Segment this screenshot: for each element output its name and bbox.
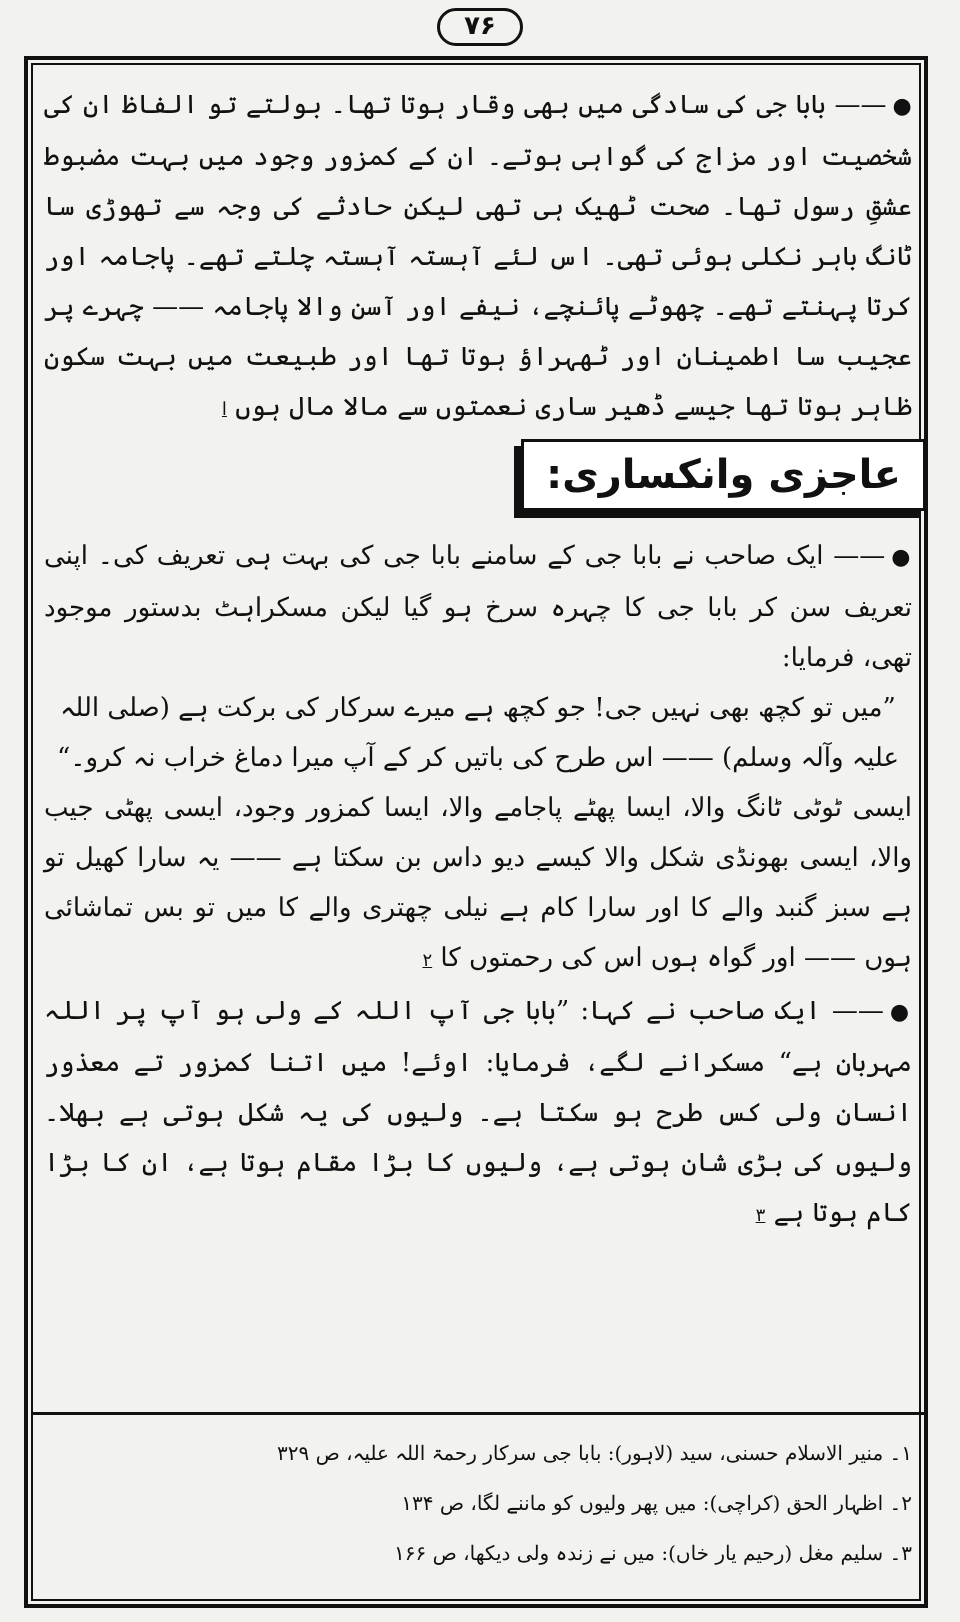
footnote-ref-3: ۳	[755, 1205, 766, 1226]
footnote-2: ۲۔ اظہار الحق (کراچی): میں پھر ولیوں کو ماننے لگا، ص ۱۳۴	[401, 1491, 912, 1515]
paragraph-3-text: ایسی ٹوٹی ٹانگ والا، ایسا پھٹے پاجامے والا، ایسا کمزور وجود، ایسی پھٹی جیب والا، ایسی بھونڈی شکل والا کیسے دیو داس بن سکتا ہے —— یہ سارا کھیل تو ہے سبز گنبد والے کا اور سارا کام ہے نیلی چھتری والے کا میں تو بس تماشائی ہوں —— اور گواہ ہوں اس کی رحمتوں کا	[44, 793, 912, 973]
bullet-icon: ●	[892, 94, 912, 119]
paragraph-tamashai	[44, 783, 912, 986]
footnotes	[44, 1428, 912, 1578]
section-heading-row	[44, 439, 912, 521]
page-number: ۷۶	[437, 8, 523, 46]
page-number-area	[0, 6, 960, 48]
paragraph-simplicity	[44, 80, 912, 435]
paragraph-2-text: ایک صاحب نے بابا جی کے سامنے بابا جی کی بہت ہی تعریف کی۔ اپنی تعریف سن کر بابا جی کا چہرہ سرخ ہو گیا لیکن مسکراہٹ بدستور موجود تھی، فرمایا:	[44, 541, 912, 673]
footnote-ref-2: ۲	[422, 950, 433, 971]
footnote-divider	[32, 1412, 928, 1415]
footnote-ref-1: ا	[221, 399, 227, 420]
paragraph-wali	[44, 986, 912, 1241]
main-text	[44, 80, 912, 1241]
paragraph-1-text: بابا جی کی سادگی میں بھی وقار ہوتا تھا۔ بولتے تو الفاظ ان کی شخصیت اور مزاج کی گواہی ہوتے۔ ان کے کمزور وجود میں بہت مضبوط عشقِ رسول تھا۔ صحت ٹھیک ہی تھی لیکن حادثے کی وجہ سے تھوڑی سا ٹانگ باہر نکلی ہوئی تھی۔ اس لئے آہستہ آہستہ چلتے تھے۔ پاجامہ اور کرتا پہنتے تھے۔ چھوٹے پائنچے، نیفے اور آسن والا پاجامہ —— چہرے پر عجیب سا اطمینان اور ٹھہراؤ ہوتا تھا اور طبیعت میں بہت سکون ظاہر ہوتا تھا جیسے ڈھیر ساری نعمتوں سے مالا مال ہوں	[44, 90, 912, 422]
dash: ——	[831, 996, 884, 1026]
section-heading	[521, 439, 926, 511]
footnote-1: ۱۔ منیر الاسلام حسنی، سید (لاہور): بابا جی سرکار رحمۃ اللہ علیہ، ص ۳۲۹	[277, 1441, 912, 1465]
dash: ——	[833, 541, 886, 571]
bullet-icon: ●	[889, 1000, 912, 1025]
paragraph-praise	[44, 531, 912, 683]
bullet-icon: ●	[891, 545, 912, 570]
dash: ——	[834, 90, 887, 120]
section-heading-colon: :	[546, 452, 563, 498]
paragraph-4-text: ایک صاحب نے کہا: ”بابا جی آپ اللہ کے ولی ہو آپ پر اللہ مہربان ہے“ مسکرانے لگے، فرمایا: اوئے! میں اتنا کمزور تے معذور انسان ولی کس طرح ہو سکتا ہے۔ ولیوں کی یہ شکل ہوتی ہے بھلا۔ ولیوں کی بڑی شان ہوتی ہے، ولیوں کا بڑا مقام ہوتا ہے، ان کا بڑا کام ہوتا ہے	[44, 996, 912, 1228]
quote: ”میں تو کچھ بھی نہیں جی! جو کچھ ہے میرے سرکار کی برکت ہے (صلی اللہ علیہ وآلہ وسلم) —— اس طرح کی باتیں کر کے آپ میرا دماغ خراب نہ کرو۔“	[56, 693, 900, 773]
footnote-3: ۳۔ سلیم مغل (رحیم یار خاں): میں نے زندہ ولی دیکھا، ص ۱۶۶	[394, 1541, 912, 1565]
section-heading-text: عاجزی وانکساری	[562, 452, 901, 498]
